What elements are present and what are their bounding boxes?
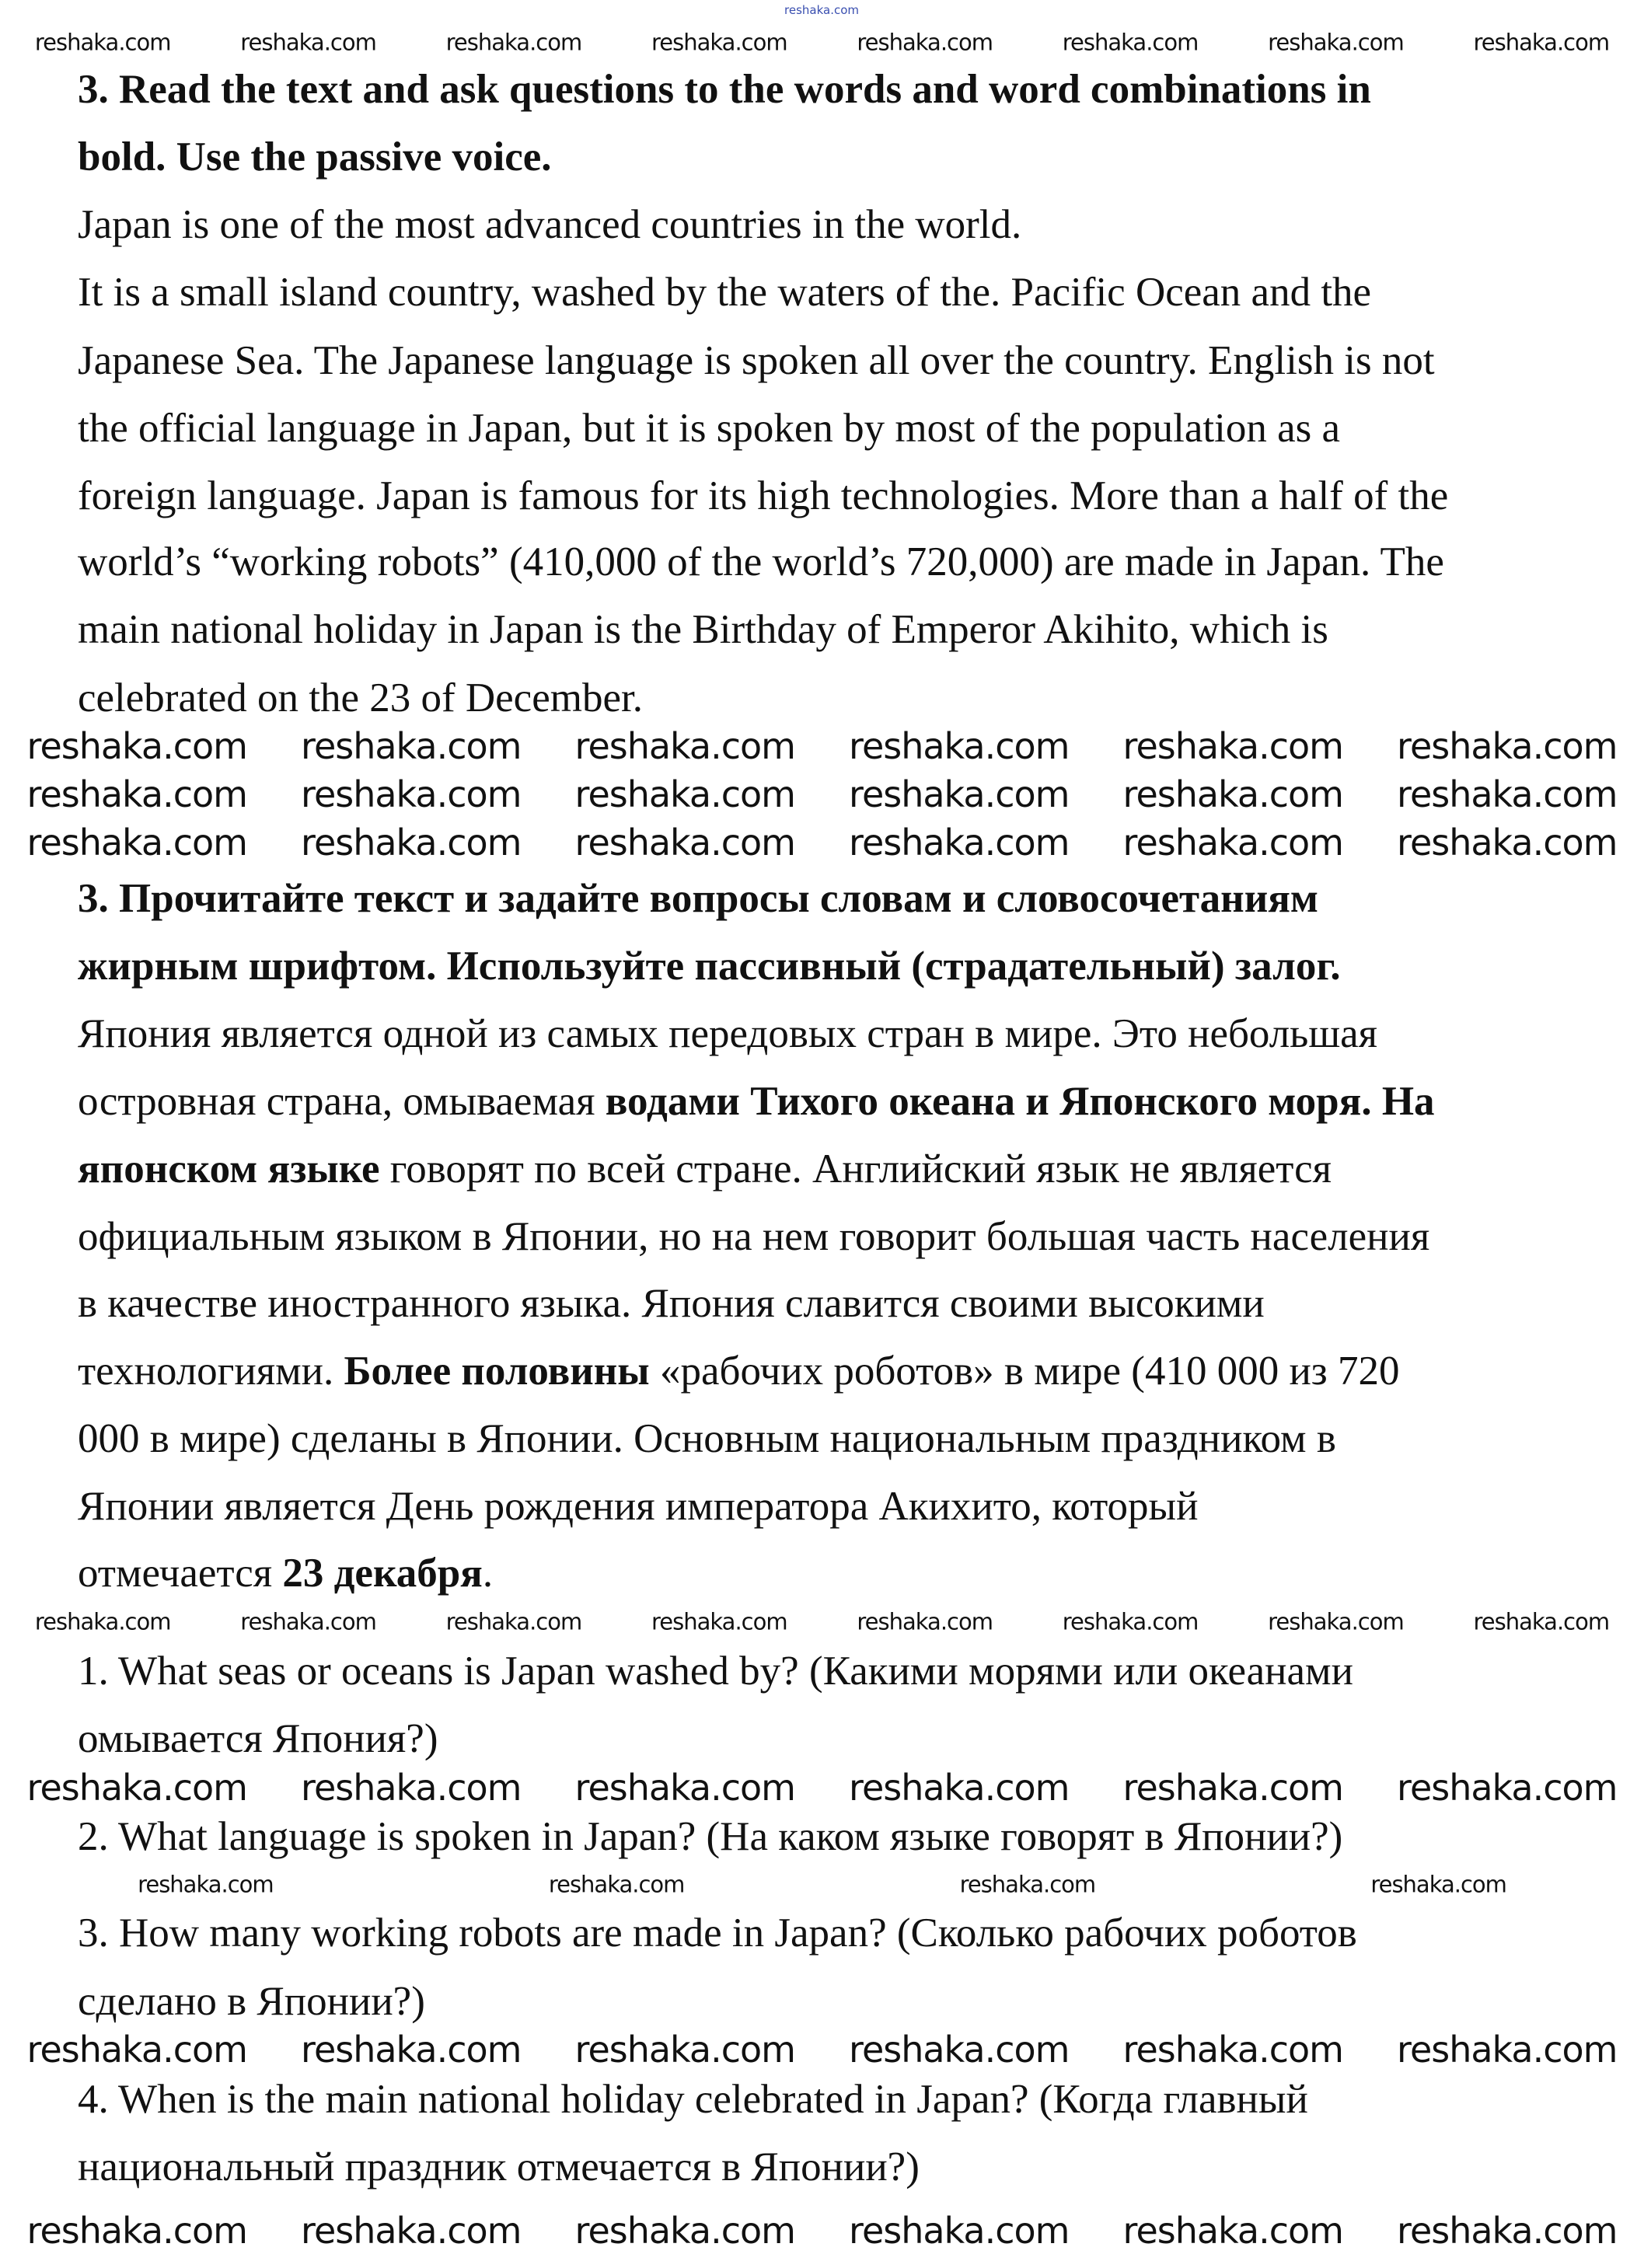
- watermark: reshaka.com: [857, 1608, 993, 1635]
- watermark: reshaka.com: [1122, 2029, 1343, 2071]
- answer-line: [78, 1908, 1357, 1958]
- watermark: reshaka.com: [548, 1871, 685, 1898]
- bold-phrase: 3. Read the text and ask questions to the words and word combinations in: [78, 67, 1371, 112]
- watermark: reshaka.com: [1397, 1767, 1618, 1809]
- text-segment: в качестве иностранного языка. Япония славится своими высокими: [78, 1281, 1265, 1326]
- text-line-en: [78, 605, 1328, 654]
- watermark: reshaka.com: [574, 773, 795, 815]
- text-segment: официальным языком в Японии, но на нем говорит большая часть населения: [78, 1214, 1430, 1259]
- watermark: reshaka.com: [26, 773, 247, 815]
- watermark: reshaka.com: [240, 1608, 376, 1635]
- text-segment: the official language in Japan, but it is spoken by most of the population as a: [78, 406, 1341, 451]
- watermark: reshaka.com: [301, 773, 522, 815]
- watermark: reshaka.com: [26, 2210, 247, 2252]
- watermark: reshaka.com: [138, 1871, 274, 1898]
- text-segment: сделано в Японии?): [78, 1979, 425, 2024]
- bold-phrase: 23 декабря: [282, 1551, 483, 1596]
- text-segment: foreign language. Japan is famous for its high technologies. More than a half of the: [78, 473, 1449, 518]
- header-watermark: reshaka.com: [784, 3, 859, 17]
- watermark: reshaka.com: [1370, 1871, 1506, 1898]
- text-segment: Японии является День рождения императора Акихито, который: [78, 1484, 1199, 1529]
- text-line-en: [78, 537, 1444, 587]
- text-segment: 3. How many working robots are made in Japan? (Сколько рабочих роботов: [78, 1910, 1357, 1956]
- text-segment: celebrated on the 23 of December.: [78, 675, 643, 721]
- text-line-ru: [78, 1009, 1377, 1059]
- watermark: reshaka.com: [301, 822, 522, 864]
- watermark: reshaka.com: [445, 1608, 582, 1635]
- text-line-ru: [78, 1144, 1332, 1194]
- answer-line: [78, 2142, 920, 2192]
- bold-phrase: японском языке: [78, 1146, 380, 1192]
- watermark: reshaka.com: [26, 1767, 247, 1809]
- watermark: reshaka.com: [849, 2210, 1070, 2252]
- watermark: reshaka.com: [1122, 822, 1343, 864]
- text-segment: «рабочих роботов» в мире (410 000 из 720: [649, 1349, 1400, 1394]
- bold-phrase: жирным шрифтом. Используйте пассивный (страдательный) залог.: [78, 944, 1341, 989]
- text-segment: национальный праздник отмечается в Японии?): [78, 2144, 920, 2189]
- watermark: reshaka.com: [1062, 29, 1199, 56]
- text-segment: отмечается: [78, 1551, 283, 1596]
- text-segment: островная страна, омываемая: [78, 1079, 606, 1124]
- watermark: reshaka.com: [1268, 29, 1404, 56]
- watermark: reshaka.com: [574, 822, 795, 864]
- watermark: reshaka.com: [849, 773, 1070, 815]
- text-segment: говорят по всей стране. Английский язык не является: [379, 1146, 1332, 1192]
- watermark: reshaka.com: [651, 1608, 787, 1635]
- text-segment: .: [482, 1551, 494, 1596]
- text-line-ru: [78, 1481, 1199, 1531]
- watermark: reshaka.com: [34, 29, 171, 56]
- text-segment: 000 в мире) сделаны в Японии. Основным национальным праздником в: [78, 1416, 1336, 1461]
- watermark: reshaka.com: [1473, 29, 1610, 56]
- answer-line: [78, 2074, 1308, 2124]
- task-heading-ru: [78, 941, 1341, 991]
- watermark: reshaka.com: [849, 725, 1070, 767]
- text-line-en: [78, 403, 1340, 453]
- text-segment: 1. What seas or oceans is Japan washed by? (Какими морями или океанами: [78, 1649, 1353, 1694]
- task-heading-en: [78, 132, 552, 182]
- text-segment: Япония является одной из самых передовых стран в мире. Это небольшая: [78, 1011, 1378, 1056]
- text-segment: Japanese Sea. The Japanese language is spoken all over the country. English is not: [78, 338, 1435, 383]
- answer-line: [78, 1646, 1353, 1696]
- watermark: reshaka.com: [857, 29, 993, 56]
- text-line-en: [78, 200, 1021, 249]
- text-line-ru: [78, 1346, 1400, 1396]
- bold-phrase: bold. Use the passive voice.: [78, 134, 552, 180]
- text-segment: world’s “working robots” (410,000 of the world’s 720,000) are made in Japan. The: [78, 539, 1444, 584]
- watermark: reshaka.com: [1122, 725, 1343, 767]
- watermark: reshaka.com: [1397, 2029, 1618, 2071]
- watermark: reshaka.com: [1268, 1608, 1404, 1635]
- text-segment: технологиями.: [78, 1349, 344, 1394]
- bold-phrase: 3. Прочитайте текст и задайте вопросы словам и словосочетаниям: [78, 876, 1319, 921]
- answer-line: [78, 1977, 425, 2026]
- text-line-ru: [78, 1279, 1265, 1328]
- answer-line: [78, 1714, 438, 1764]
- watermark: reshaka.com: [574, 725, 795, 767]
- text-line-en: [78, 336, 1435, 386]
- watermark: reshaka.com: [1397, 725, 1618, 767]
- watermark: reshaka.com: [1122, 2210, 1343, 2252]
- watermark: reshaka.com: [1397, 773, 1618, 815]
- watermark: reshaka.com: [301, 725, 522, 767]
- task-heading-en: [78, 65, 1371, 114]
- answer-line: [78, 1812, 1342, 1862]
- watermark: reshaka.com: [574, 2210, 795, 2252]
- text-segment: омывается Япония?): [78, 1716, 438, 1761]
- watermark: reshaka.com: [959, 1871, 1096, 1898]
- watermark: reshaka.com: [849, 2029, 1070, 2071]
- watermark: reshaka.com: [26, 822, 247, 864]
- watermark: reshaka.com: [849, 822, 1070, 864]
- bold-phrase: водами Тихого океана и Японского моря. На: [605, 1079, 1435, 1124]
- watermark: reshaka.com: [574, 2029, 795, 2071]
- watermark: reshaka.com: [1062, 1608, 1199, 1635]
- watermark: reshaka.com: [301, 2029, 522, 2071]
- watermark: reshaka.com: [651, 29, 787, 56]
- text-segment: 4. When is the main national holiday celebrated in Japan? (Когда главный: [78, 2077, 1308, 2122]
- watermark: reshaka.com: [301, 2210, 522, 2252]
- text-segment: 2. What language is spoken in Japan? (На каком языке говорят в Японии?): [78, 1814, 1343, 1859]
- watermark: reshaka.com: [240, 29, 376, 56]
- watermark: reshaka.com: [34, 1608, 171, 1635]
- watermark: reshaka.com: [1122, 773, 1343, 815]
- text-line-ru: [78, 1414, 1336, 1464]
- watermark: reshaka.com: [849, 1767, 1070, 1809]
- watermark: reshaka.com: [26, 2029, 247, 2071]
- watermark: reshaka.com: [301, 1767, 522, 1809]
- text-line-en: [78, 673, 643, 723]
- watermark: reshaka.com: [26, 725, 247, 767]
- task-heading-ru: [78, 874, 1318, 923]
- watermark: reshaka.com: [445, 29, 582, 56]
- watermark: reshaka.com: [1397, 2210, 1618, 2252]
- watermark: reshaka.com: [1397, 822, 1618, 864]
- text-segment: main national holiday in Japan is the Birthday of Emperor Akihito, which is: [78, 607, 1328, 652]
- text-segment: Japan is one of the most advanced countries in the world.: [78, 202, 1022, 247]
- text-line-ru: [78, 1076, 1435, 1126]
- text-line-en: [78, 267, 1371, 317]
- bold-phrase: Более половины: [344, 1349, 650, 1394]
- text-line-ru: [78, 1548, 493, 1598]
- watermark: reshaka.com: [1122, 1767, 1343, 1809]
- watermark: reshaka.com: [574, 1767, 795, 1809]
- watermark: reshaka.com: [1473, 1608, 1610, 1635]
- text-line-ru: [78, 1212, 1429, 1261]
- text-line-en: [78, 471, 1448, 521]
- text-segment: It is a small island country, washed by the waters of the. Pacific Ocean and the: [78, 270, 1372, 315]
